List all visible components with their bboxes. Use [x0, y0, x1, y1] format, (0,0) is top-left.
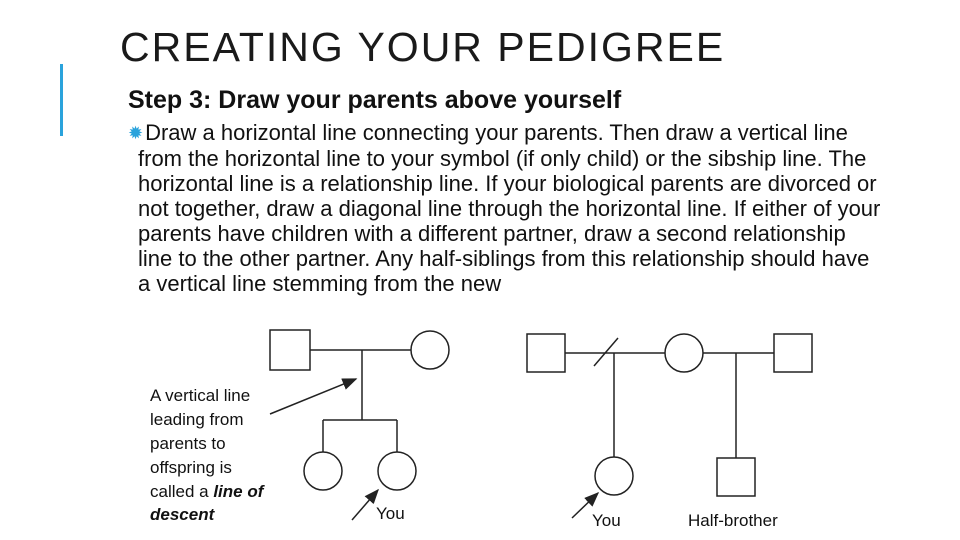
caption-line-5	[150, 482, 266, 501]
left-you-arrow	[352, 490, 378, 520]
caption-line-5-italic: line of	[213, 482, 264, 501]
right-mother-circle	[665, 334, 703, 372]
left-pedigree	[270, 330, 449, 520]
half-brother-label: Half-brother	[688, 511, 778, 530]
left-you-circle	[378, 452, 416, 490]
left-sibling-circle	[304, 452, 342, 490]
right-you-circle	[595, 457, 633, 495]
caption-line-1: A vertical line	[150, 386, 251, 405]
caption-line-2: leading from	[150, 410, 244, 429]
step-heading: Step 3: Draw your parents above yourself	[128, 86, 622, 114]
asterisk-bullet-icon: ✹	[128, 123, 144, 143]
right-other-partner-square	[774, 334, 812, 372]
caption-line-6: descent	[150, 505, 215, 524]
left-father-square	[270, 330, 310, 370]
caption-line-3: parents to	[150, 434, 226, 453]
left-mother-circle	[411, 331, 449, 369]
slide-title: CREATING YOUR PEDIGREE	[120, 24, 726, 70]
body-text: Draw a horizontal line connecting your parents. Then draw a vertical line from the horizontal line to your symbol (if only child) or the sibship line. The horizontal line is a relationship line. If your biological parents are divorced or not together, draw a diagonal line through the horizontal line. If either of your parents have children with a different partner, draw a second relationship line to the other partner. Any half-siblings from this relationship should have a vertical line stemming from the new	[138, 120, 881, 296]
caption-line-4: offspring is	[150, 458, 232, 477]
right-labels	[592, 511, 778, 530]
left-caption-arrow	[270, 379, 356, 414]
right-half-brother-square	[717, 458, 755, 496]
right-pedigree	[527, 334, 812, 518]
right-father-square	[527, 334, 565, 372]
caption-line-5-prefix: called a	[150, 482, 214, 501]
left-you-label: You	[376, 504, 405, 523]
right-you-label: You	[592, 511, 621, 530]
